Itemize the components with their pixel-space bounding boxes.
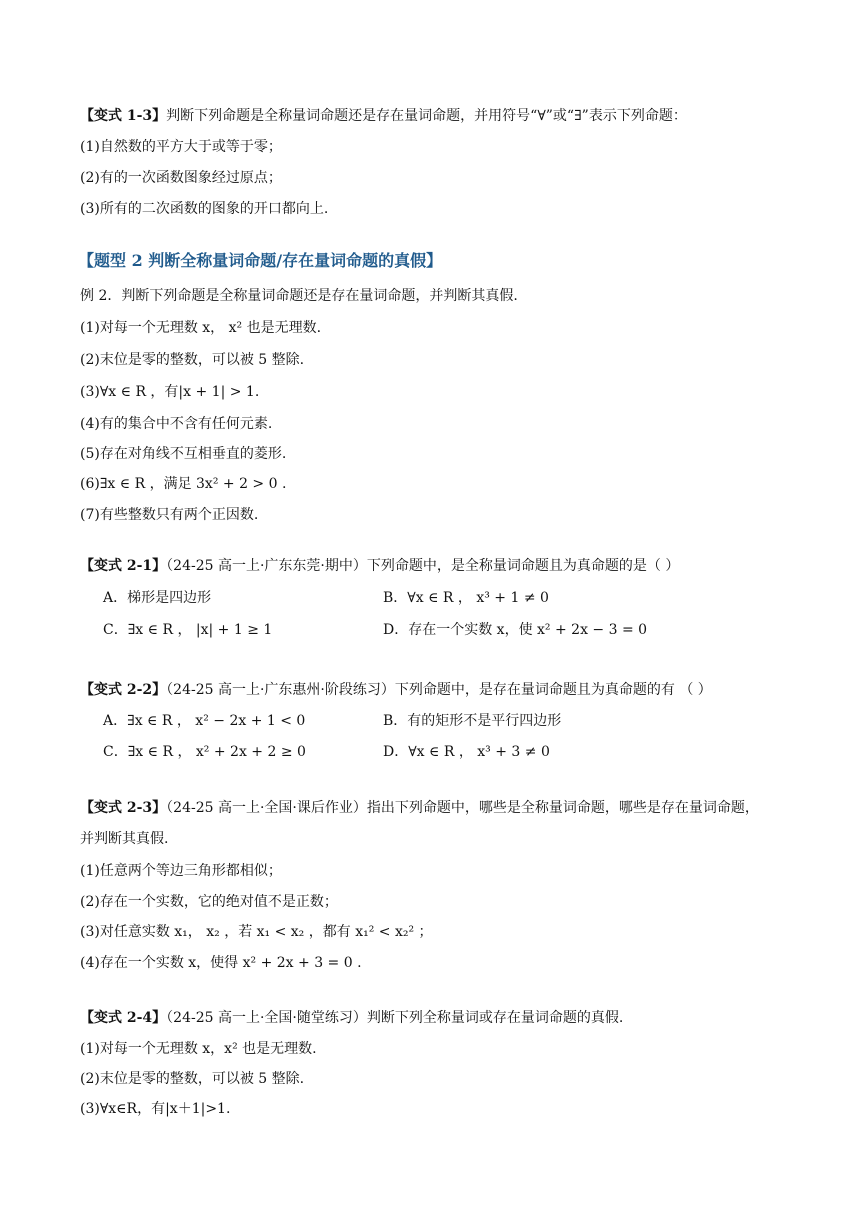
variant-1-3-question bbox=[80, 106, 687, 126]
variant-2-1-option-c: C．∃x ∈ R ， |x| + 1 ≥ 1 bbox=[103, 622, 273, 638]
variant-2-4-item-2: (2)末位是零的整数，可以被 5 整除. bbox=[80, 1071, 305, 1087]
variant-2-1-tag: 【变式 2-1】 bbox=[80, 558, 167, 574]
variant-1-3-item-1: (1)自然数的平方大于或等于零； bbox=[80, 139, 282, 155]
variant-2-4-text: （24-25 高一上·全国·随堂练习）判断下列全称量词或存在量词命题的真假. bbox=[166, 1010, 624, 1026]
variant-2-3-item-4: (4)存在一个实数 x，使得 x² + 2x + 3 = 0 . bbox=[80, 955, 362, 971]
variant-2-4-question bbox=[80, 1008, 623, 1028]
variant-2-3-item-2: (2)存在一个实数，它的绝对值不是正数； bbox=[80, 894, 338, 910]
variant-2-2-tag: 【变式 2-2】 bbox=[80, 682, 167, 698]
variant-2-2-text: （24-25 高一上·广东惠州·阶段练习）下列命题中，是存在量词命题且为真命题的有 （ ） bbox=[166, 682, 712, 698]
example-2-item-5: (5)存在对角线不互相垂直的菱形. bbox=[80, 446, 287, 462]
variant-2-1-option-d: D．存在一个实数 x，使 x² + 2x − 3 = 0 bbox=[383, 622, 648, 638]
variant-1-3-tag: 【变式 1-3】 bbox=[80, 108, 167, 124]
variant-2-3-text: （24-25 高一上·全国·课后作业）指出下列命题中，哪些是全称量词命题，哪些是存在量词命题， bbox=[166, 800, 759, 816]
variant-2-4-item-3: (3)∀x∈R，有|x＋1|>1. bbox=[80, 1101, 231, 1117]
example-2-item-6: (6)∃x ∈ R ，满足 3x² + 2 > 0 . bbox=[80, 476, 287, 492]
example-2-item-2: (2)末位是零的整数，可以被 5 整除. bbox=[80, 352, 305, 368]
example-2-item-3: (3)∀x ∈ R ，有|x + 1| > 1. bbox=[80, 384, 260, 400]
variant-2-2-question bbox=[80, 680, 712, 700]
example-2-item-7: (7)有些整数只有两个正因数. bbox=[80, 507, 259, 523]
variant-2-3-text-continued: 并判断其真假. bbox=[80, 831, 169, 847]
variant-2-3-tag: 【变式 2-3】 bbox=[80, 800, 167, 816]
variant-1-3-text: 判断下列命题是全称量词命题还是存在量词命题，并用符号“∀”或“∃”表示下列命题： bbox=[166, 108, 687, 124]
variant-2-4-item-1: (1)对每一个无理数 x，x² 也是无理数. bbox=[80, 1041, 317, 1057]
variant-2-3-item-1: (1)任意两个等边三角形都相似； bbox=[80, 863, 282, 879]
example-2-item-4: (4)有的集合中不含有任何元素. bbox=[80, 416, 273, 432]
variant-2-1-text: （24-25 高一上·广东东莞·期中）下列命题中，是全称量词命题且为真命题的是（ ） bbox=[166, 558, 680, 574]
variant-2-1-option-a: A．梯形是四边形 bbox=[103, 590, 212, 606]
variant-1-3-item-2: (2)有的一次函数图象经过原点； bbox=[80, 170, 282, 186]
variant-2-2-option-d: D．∀x ∈ R ， x³ + 3 ≠ 0 bbox=[383, 744, 550, 760]
variant-2-1-option-b: B．∀x ∈ R ， x³ + 1 ≠ 0 bbox=[383, 590, 549, 606]
variant-2-1-question bbox=[80, 556, 679, 576]
example-2-prompt: 例 2．判断下列命题是全称量词命题还是存在量词命题，并判断其真假. bbox=[80, 288, 518, 304]
variant-2-2-option-b: B．有的矩形不是平行四边形 bbox=[383, 713, 562, 729]
variant-2-2-option-a: A．∃x ∈ R ， x² − 2x + 1 < 0 bbox=[103, 713, 306, 729]
variant-1-3-item-3: (3)所有的二次函数的图象的开口都向上. bbox=[80, 201, 329, 217]
variant-2-4-tag: 【变式 2-4】 bbox=[80, 1010, 167, 1026]
variant-2-3-question bbox=[80, 798, 759, 818]
variant-2-2-option-c: C．∃x ∈ R ， x² + 2x + 2 ≥ 0 bbox=[103, 744, 306, 760]
section-2-heading: 【题型 2 判断全称量词命题/存在量词命题的真假】 bbox=[78, 251, 443, 270]
variant-2-3-item-3: (3)对任意实数 x₁， x₂ ，若 x₁ < x₂ ，都有 x₁² < x₂² ； bbox=[80, 924, 433, 940]
example-2-item-1: (1)对每一个无理数 x， x² 也是无理数. bbox=[80, 320, 322, 336]
